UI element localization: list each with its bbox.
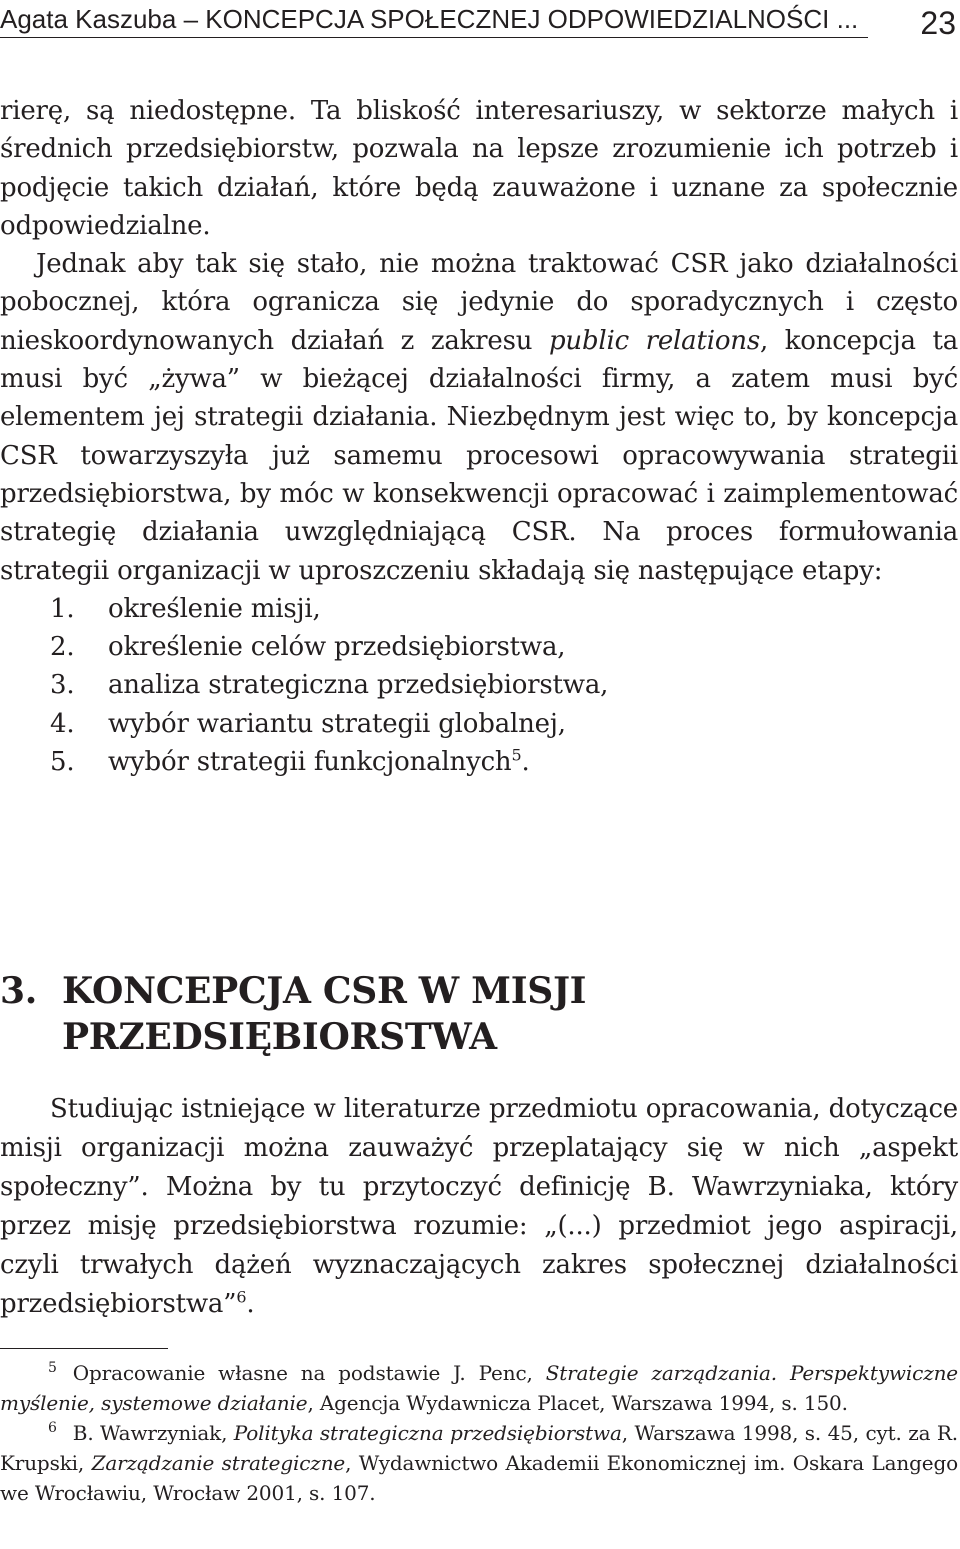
body-text (0, 92, 958, 781)
running-header (0, 0, 960, 44)
footnotes (0, 1358, 958, 1508)
footnote-5: $^5$ Opracowanie własne na podstawie J. Penc, Strategie zarządzania. Perspektywiczne myślenie, systemowe działanie, Agencja Wydawnicza Placet, Warszawa 1994, s. 150. (0, 1360, 958, 1415)
list-item: 2. określenie celów przedsiębiorstwa, (50, 632, 566, 663)
footnote-6: $^6$ B. Wawrzyniak, Polityka strategiczna przedsiębiorstwa, Warszawa 1998, s. 45, cyt. za R. Krupski, Zarządzanie strategiczne, Wydawnictwo Akademii Ekonomicznej im. Oskara Langego we Wrocławiu, Wrocław 2001, s. 107. (0, 1420, 958, 1505)
strategy-steps-list (0, 590, 958, 781)
paragraph-2: Jednak aby tak się stało, nie można traktować CSR jako działalności pobocznej, która ogranicza się jedynie do sporadycznych i często nieskoordynowanych działań z zakresu public relations, koncepcja ta musi być „żywa” w bieżącej działalności firmy, a zatem musi być elementem jej strategii działania. Niezbędnym jest więc to, by koncepcja CSR towarzyszyła już samemu procesowi opracowywania strategii przedsiębiorstwa, by móc w konsekwencji opracować i zaimplementować strategię działania uwzględniającą CSR. Na proces formułowania strategii organizacji w uproszczeniu składają się następujące etapy: (0, 249, 958, 586)
footnote-mark: 6 (48, 1420, 57, 1437)
footnote-ref-6[interactable]: 6 (236, 1287, 247, 1307)
list-item: 4. wybór wariantu strategii globalnej, (50, 708, 566, 739)
list-item: 5. wybór strategii funkcjonalnych$^5$. (50, 745, 530, 778)
section-number: 3. (0, 970, 37, 1012)
paragraph-1: rierę, są niedostępne. Ta bliskość interesariuszy, w sektorze małych i średnich przedsiębiorstw, pozwala na lepsze zrozumienie ich potrzeb i podjęcie takich działań, które będą zauważone i uznane za społecznie odpowiedzialne. (0, 96, 958, 241)
list-item: 1. określenie misji, (50, 593, 321, 624)
page-number: 23 (920, 5, 956, 41)
list-item: 3. analiza strategiczna przedsiębiorstwa, (50, 670, 609, 701)
footnote-rule (0, 1348, 168, 1349)
section-paragraph: Studiując istniejące w literaturze przedmiotu opracowania, dotyczące misji organizacji można zauważyć przeplatający się w nich „aspekt społeczny”. Można by tu przytoczyć definicję B. Wawrzyniaka, który przez misję przedsiębiorstwa rozumie: „(...) przedmiot jego aspiracji, czyli trwałych dążeń wyznaczających zakres społecznej działalności przedsiębiorstwa”$^6$. (0, 1094, 958, 1319)
section-text (0, 1090, 958, 1324)
header-rule (0, 37, 868, 38)
footnote-ref-5[interactable]: 5 (511, 745, 522, 765)
italic-term: public relations (548, 325, 760, 356)
footnote-mark: 5 (48, 1360, 57, 1377)
header-title: Agata Kaszuba – KONCEPCJA SPOŁECZNEJ ODPOWIEDZIALNOŚCI ... (0, 4, 859, 34)
section-title: KONCEPCJA CSR W MISJI PRZEDSIĘBIORSTWA (62, 970, 587, 1058)
